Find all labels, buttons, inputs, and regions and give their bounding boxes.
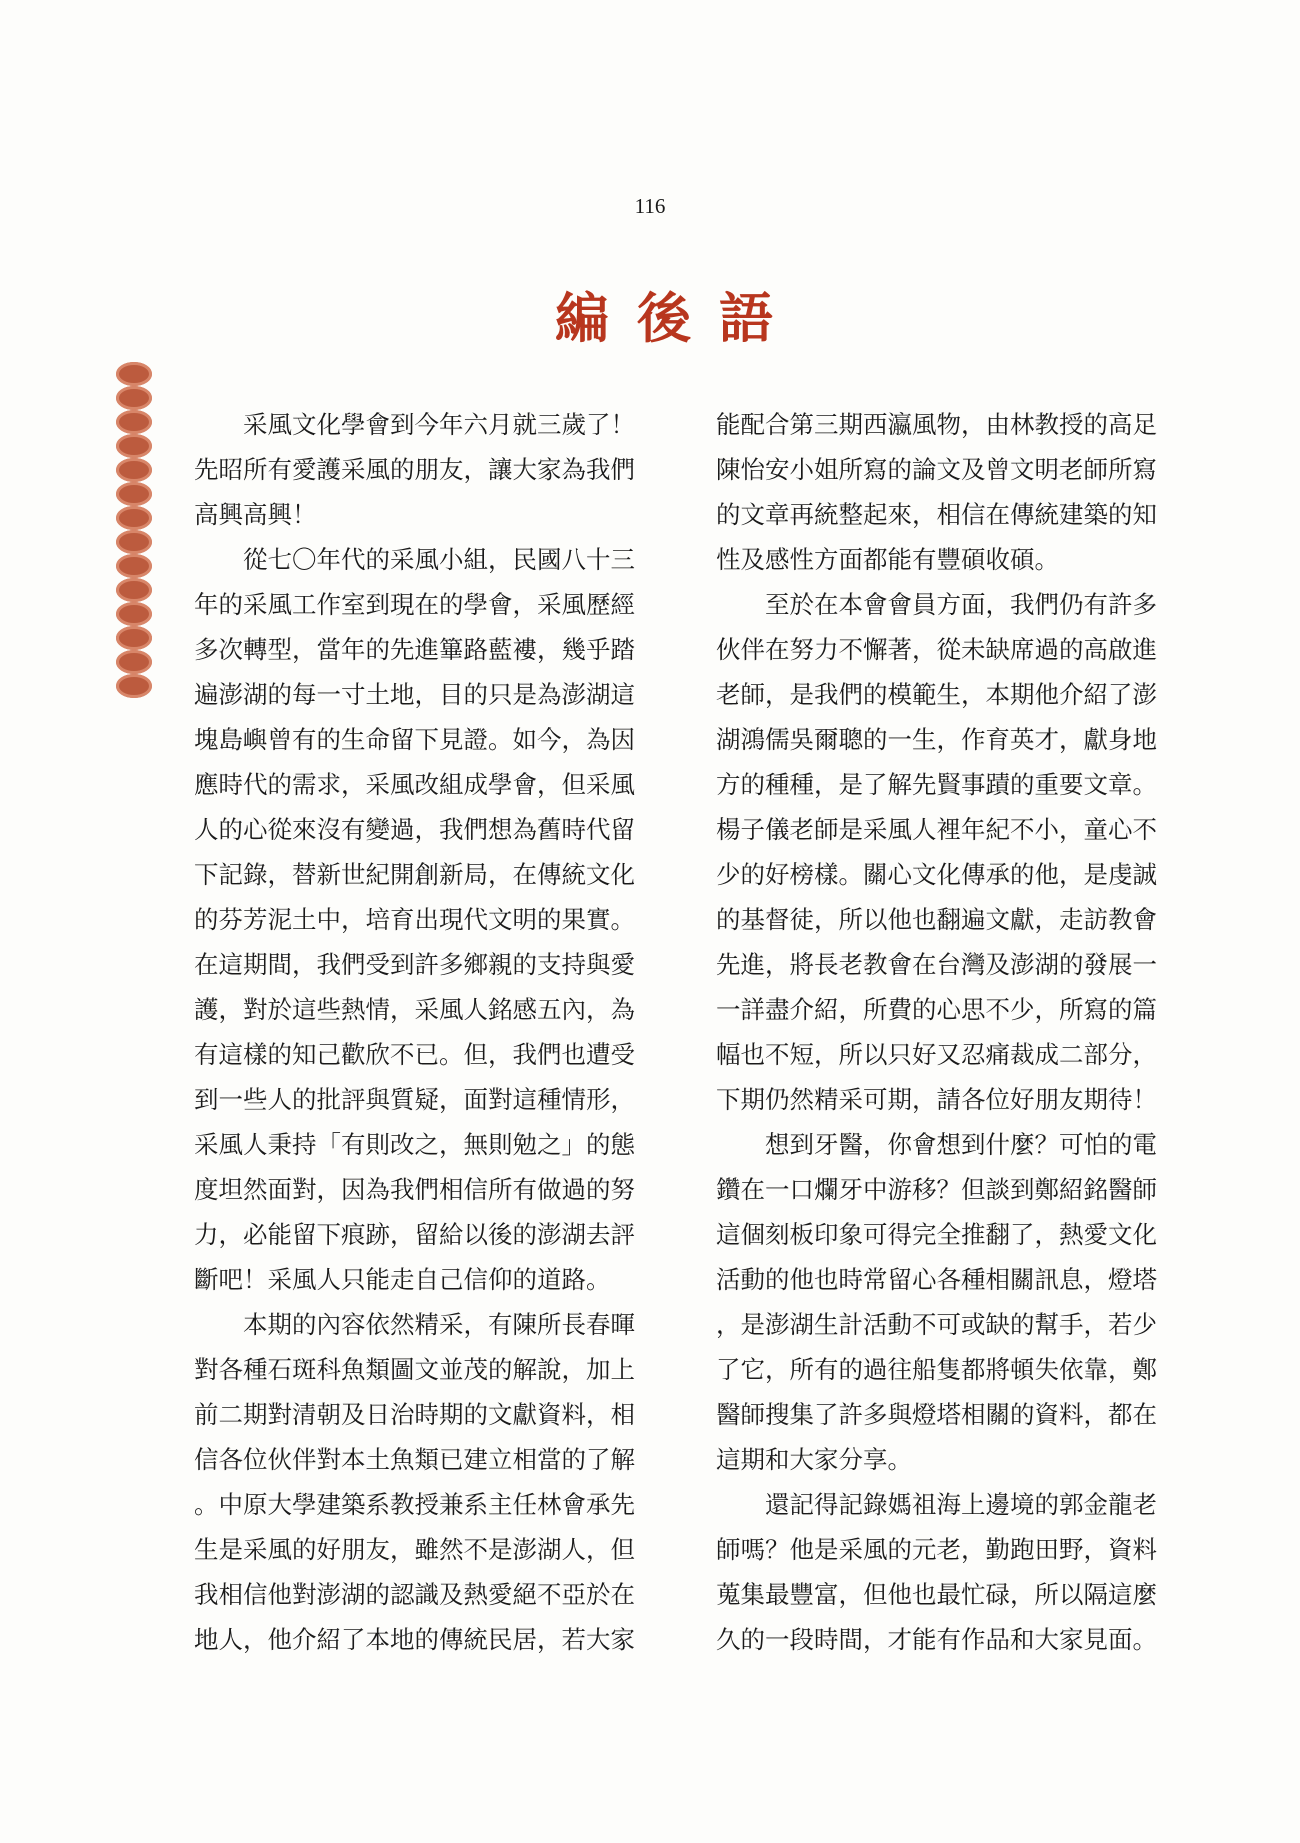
seal-icon <box>116 578 152 602</box>
paragraph: 本期的內容依然精采，有陳所長春暉 對各種石斑科魚類圖文並茂的解說，加上 前二期對清朝及日治時期的文獻資料，相 信各位伙伴對本土魚類已建立相當的了解 。中原大學建築系教授兼系主任林會承先 生是采風的好朋友，雖然不是澎湖人，但 我相信他對澎湖的認識及熱愛絕不亞於在 地人，他介紹了本地的傳統民居，若大家 <box>194 1310 635 1654</box>
seal-icon <box>116 674 152 698</box>
seal-ornament-column <box>116 362 152 698</box>
right-column <box>716 402 1166 1662</box>
seal-icon <box>116 386 152 410</box>
left-column <box>194 402 644 1662</box>
paragraph: 能配合第三期西瀛風物，由林教授的高足 陳怡安小姐所寫的論文及曾文明老師所寫 的文章再統整起來，相信在傳統建築的知 性及感性方面都能有豐碩收碩。 <box>716 410 1157 574</box>
seal-icon <box>116 650 152 674</box>
seal-icon <box>116 362 152 386</box>
paragraph: 想到牙醫，你會想到什麼？可怕的電 鑽在一口爛牙中游移？但談到鄭紹銘醫師 這個刻板印象可得完全推翻了，熱愛文化 活動的他也時常留心各種相關訊息，燈塔 ，是澎湖生計活動不可或缺的幫手，若少 了它，所有的過往船隻都將頓失依靠，鄭 醫師搜集了許多與燈塔相關的資料，都在 這期和大家分享。 <box>716 1130 1157 1474</box>
page-title: 編後語 <box>555 286 801 350</box>
paragraph: 采風文化學會到今年六月就三歲了！ 先昭所有愛護采風的朋友，讓大家為我們 高興高興！ <box>194 410 635 529</box>
paragraph: 還記得記錄媽祖海上邊境的郭金龍老 師嗎？他是采風的元老，勤跑田野，資料 蒐集最豐富，但他也最忙碌，所以隔這麼 久的一段時間，才能有作品和大家見面。 <box>716 1490 1157 1654</box>
paragraph: 從七〇年代的采風小組，民國八十三 年的采風工作室到現在的學會，采風歷經 多次轉型，當年的先進篳路藍褸，幾乎踏 遍澎湖的每一寸土地，目的只是為澎湖這 塊島嶼曾有的生命留下見證。如今，為因 應時代的需求，采風改組成學會，但采風 人的心從來沒有變過，我們想為舊時代留 下記錄，替新世紀開創新局，在傳統文化 的芬芳泥土中，培育出現代文明的果實。 在這期間，我們受到許多鄉親的支持與愛 護，對於這些熱情，采風人銘感五內，為 有這樣的知己歡欣不已。但，我們也遭受 到一些人的批評與質疑，面對這種情形， 采風人秉持「有則改之，無則勉之」的態 度坦然面對，因為我們相信所有做過的努 力，必能留下痕跡，留給以後的澎湖去評 斷吧！采風人只能走自己信仰的道路。 <box>194 545 635 1294</box>
seal-icon <box>116 482 152 506</box>
seal-icon <box>116 458 152 482</box>
page-number: 116 <box>634 194 666 218</box>
seal-icon <box>116 554 152 578</box>
seal-icon <box>116 530 152 554</box>
seal-icon <box>116 602 152 626</box>
seal-icon <box>116 626 152 650</box>
seal-icon <box>116 410 152 434</box>
paragraph: 至於在本會會員方面，我們仍有許多 伙伴在努力不懈著，從未缺席過的高啟進 老師，是我們的模範生，本期他介紹了澎 湖鴻儒吳爾聰的一生，作育英才，獻身地 方的種種，是了解先賢事蹟的重要文章。 楊子儀老師是采風人裡年紀不小，童心不 少的好榜樣。關心文化傳承的他，是虔誠 的基督徒，所以他也翻遍文獻，走訪教會 先進，將長老教會在台灣及澎湖的發展一 一詳盡介紹，所費的心思不少，所寫的篇 幅也不短，所以只好又忍痛裁成二部分， 下期仍然精采可期，請各位好朋友期待！ <box>716 590 1157 1114</box>
seal-icon <box>116 434 152 458</box>
seal-icon <box>116 506 152 530</box>
